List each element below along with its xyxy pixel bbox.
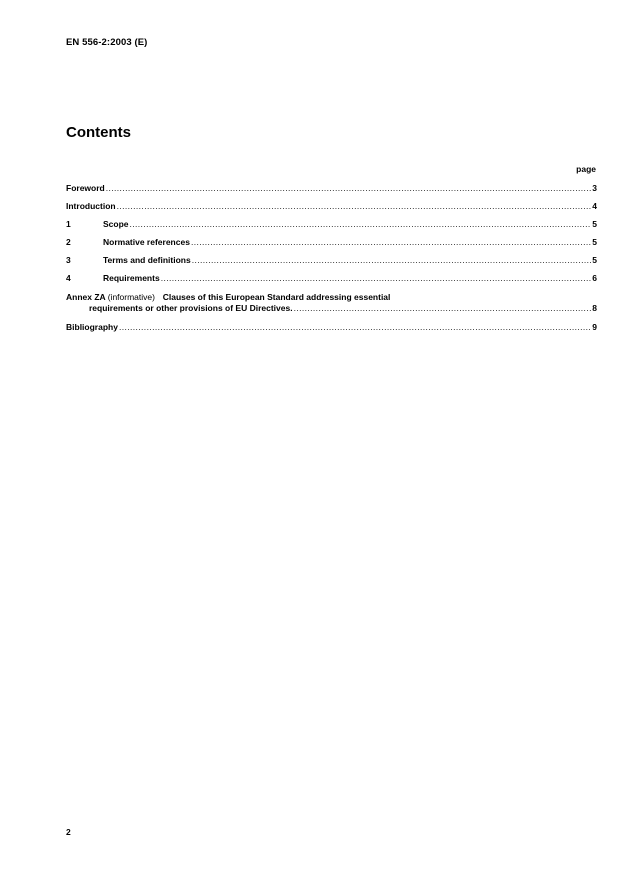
- toc-entry-bibliography[interactable]: [66, 322, 597, 332]
- toc-entry-number: 3: [66, 255, 71, 265]
- annex-heading-line: [66, 292, 390, 302]
- toc-entry-annex-za[interactable]: [66, 292, 597, 314]
- toc-entry-text: Bibliography: [66, 322, 118, 332]
- page-column-label: page: [576, 164, 596, 174]
- toc-entry-page: 5: [592, 219, 597, 229]
- toc-entry-foreword[interactable]: [66, 183, 597, 193]
- toc-leader-dots: [117, 201, 592, 211]
- toc-entry-page: 9: [592, 322, 597, 332]
- toc-entry-requirements[interactable]: [66, 273, 597, 283]
- toc-entry-text: Requirements: [103, 273, 160, 283]
- document-header-id: EN 556-2:2003 (E): [66, 37, 148, 48]
- toc-entry-text: Foreword: [66, 183, 105, 193]
- toc-leader-dots: [106, 183, 592, 193]
- annex-title-line2: requirements or other provisions of EU Directives.: [89, 303, 293, 313]
- toc-leader-dots: [119, 322, 591, 332]
- footer-page-number: 2: [66, 827, 71, 837]
- toc-entry-text: Normative references: [103, 237, 190, 247]
- toc-entry-page: 6: [592, 273, 597, 283]
- annex-label: Annex ZA: [66, 292, 106, 302]
- toc-entry-page: 5: [592, 255, 597, 265]
- toc-entry-page: 8: [592, 303, 597, 313]
- toc-entry-normative-references[interactable]: [66, 237, 597, 247]
- toc-leader-dots: [191, 237, 591, 247]
- toc-entry-page: 3: [592, 183, 597, 193]
- toc-leader-dots: [192, 255, 592, 265]
- toc-entry-number: 4: [66, 273, 71, 283]
- toc-entry-text: Introduction: [66, 201, 116, 211]
- toc-leader-dots: [294, 303, 592, 313]
- toc-entry-text: Terms and definitions: [103, 255, 191, 265]
- toc-entry-scope[interactable]: [66, 219, 597, 229]
- toc-entry-introduction[interactable]: [66, 201, 597, 211]
- toc-entry-page: 5: [592, 237, 597, 247]
- toc-entry-number: 2: [66, 237, 71, 247]
- toc-entry-terms-and-definitions[interactable]: [66, 255, 597, 265]
- toc-entry-number: 1: [66, 219, 71, 229]
- toc-entry-text: Scope: [103, 219, 129, 229]
- page-title: Contents: [66, 124, 131, 141]
- toc-leader-dots: [130, 219, 592, 229]
- toc-entry-page: 4: [592, 201, 597, 211]
- toc-leader-dots: [161, 273, 592, 283]
- annex-qualifier: (informative): [107, 292, 155, 302]
- annex-title-line1: Clauses of this European Standard addressing essential: [162, 292, 391, 302]
